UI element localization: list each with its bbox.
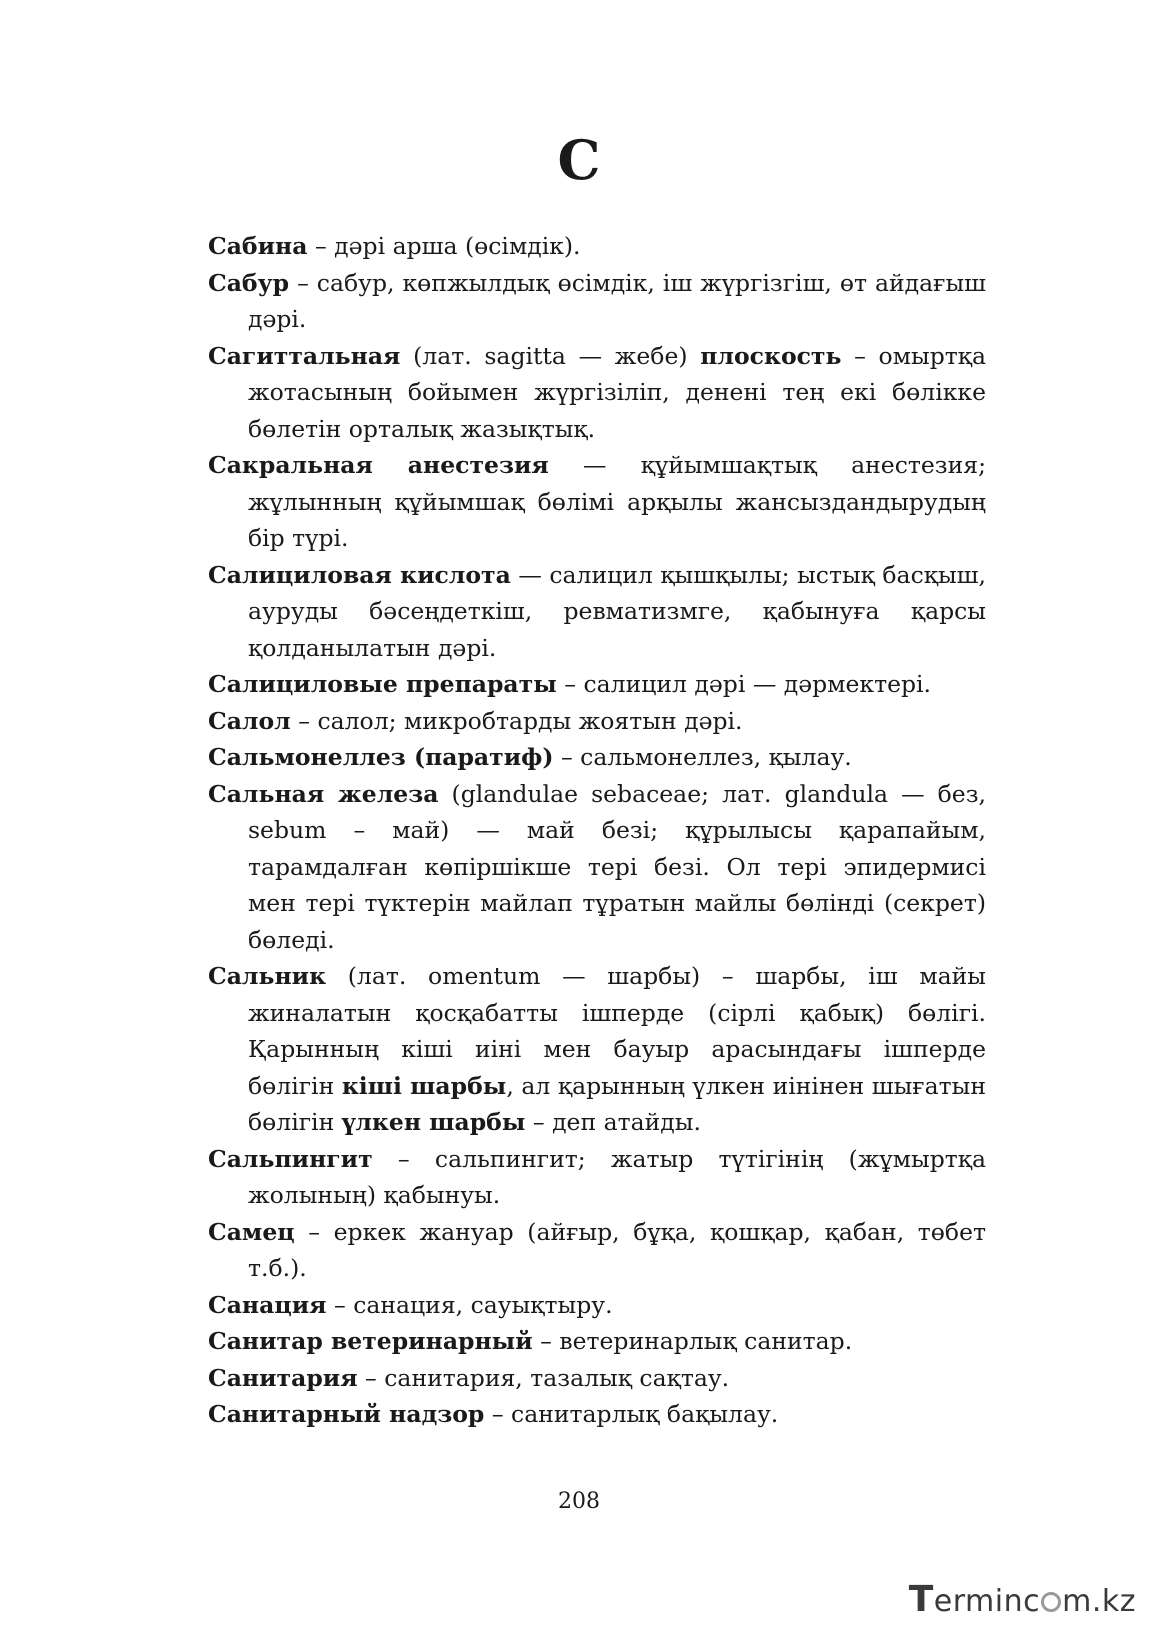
entry-definition: (glandulae sebaceae; лат. glandula — без, sebum – май) — май безі; құрылысы қарапайым, тарамдалған көпіршікше тері безі. Ол тері эпидермисі мен тері түктерін майлап тұратын майлы бөлінді (секрет) бөледі. (248, 779, 986, 954)
dictionary-entry (208, 958, 986, 1141)
dictionary-entry (208, 557, 986, 667)
dictionary-entry (208, 666, 986, 703)
entry-term: Сальная железа (208, 779, 439, 808)
page-number: 208 (558, 1489, 600, 1514)
dictionary-entry (208, 1360, 986, 1397)
entry-term: Салол (208, 706, 291, 735)
dictionary-entry (208, 1141, 986, 1214)
entry-term: Сабур (208, 268, 290, 297)
entry-definition: – дәрі арша (өсімдік). (307, 232, 581, 260)
entry-definition-end: – деп атайды. (525, 1108, 701, 1136)
entry-definition: – салол; микробтарды жоятын дәрі. (290, 706, 743, 735)
entry-term: Сальпингит (208, 1144, 373, 1173)
entry-list (208, 228, 986, 1433)
entry-definition: – ветеринарлық санитар. (532, 1327, 853, 1355)
dictionary-entry (208, 228, 986, 265)
dictionary-entry (208, 1323, 986, 1360)
entry-definition: – сабур, көпжылдық өсімдік, іш жүргізгіш, өт айдағыш дәрі. (248, 268, 986, 333)
dictionary-entry (208, 1396, 986, 1433)
entry-definition: – санитарлық бақылау. (484, 1400, 779, 1428)
entry-term: Санитар ветеринарный (208, 1327, 533, 1355)
entry-term-tertiary: үлкен шарбы (341, 1108, 526, 1136)
entry-definition: – сальмонеллез, қылау. (553, 743, 852, 771)
entry-term-secondary: плоскость (700, 341, 842, 370)
entry-term: Салициловые препараты (208, 670, 557, 698)
magnifier-icon (1041, 1592, 1061, 1612)
dictionary-entry (208, 776, 986, 959)
dictionary-entry (208, 447, 986, 557)
entry-definition: (лат. sagitta — жебе) (400, 341, 701, 370)
entry-term: Санитария (208, 1363, 358, 1392)
entry-term-secondary: кіші шарбы (341, 1071, 507, 1100)
entry-definition: — салицил қышқылы; ыстық басқыш, ауруды бәсеңдеткіш, ревматизмге, қабынуға қарсы қолданылатын дәрі. (248, 560, 986, 662)
entry-definition: – еркек жануар (айғыр, бұқа, қошқар, қабан, төбет т.б.). (248, 1217, 986, 1282)
entry-definition: – сальпингит; жатыр түтігінің (жұмыртқа жолының) қабынуы. (248, 1144, 986, 1209)
entry-definition-cont: , ал қарынның үлкен иінінен шығатын бөлігін (248, 1071, 986, 1136)
dictionary-entry (208, 1287, 986, 1324)
entry-term: Сабина (208, 232, 308, 260)
entry-definition: – санитария, тазалық сақтау. (357, 1363, 730, 1392)
watermark-text: erminc (933, 1584, 1041, 1619)
entry-term: Сакральная анестезия (208, 451, 549, 479)
entry-term: Самец (208, 1217, 295, 1246)
dictionary-entry (208, 1214, 986, 1287)
entry-term: Санитарный надзор (208, 1400, 485, 1428)
dictionary-entry (208, 703, 986, 740)
entry-definition-cont: – омыртқа жотасының бойымен жүргізіліп, денені тең екі бөлікке бөлетін орталық жазықтық. (248, 341, 986, 443)
entry-term: Салициловая кислота (208, 560, 511, 589)
watermark-initial: T (908, 1579, 934, 1620)
entry-term: Сальмонеллез (паратиф) (208, 743, 554, 771)
letter-heading: С (557, 128, 601, 192)
dictionary-entry (208, 739, 986, 776)
entry-term: Санация (208, 1290, 327, 1319)
entry-term: Сагиттальная (208, 341, 401, 370)
watermark-domain: m.kz (1062, 1584, 1136, 1619)
entry-term: Сальник (208, 962, 327, 990)
site-watermark (908, 1579, 1136, 1620)
entry-definition: – салицил дәрі — дәрмектері. (556, 670, 932, 698)
entry-definition: – санация, сауықтыру. (326, 1290, 613, 1319)
entry-definition: — құйымшақтық анестезия; жұлынның құйымшақ бөлімі арқылы жансыздандырудың бір түрі. (248, 451, 986, 552)
entry-definition: (лат. omentum — шарбы) – шарбы, іш майы жиналатын қосқабатты ішперде (сірлі қабық) бөлігі. Қарынның кіші иіні мен бауыр арасындағы ішперде бөлігін (248, 962, 986, 1100)
dictionary-entry (208, 265, 986, 338)
dictionary-entry (208, 338, 986, 448)
